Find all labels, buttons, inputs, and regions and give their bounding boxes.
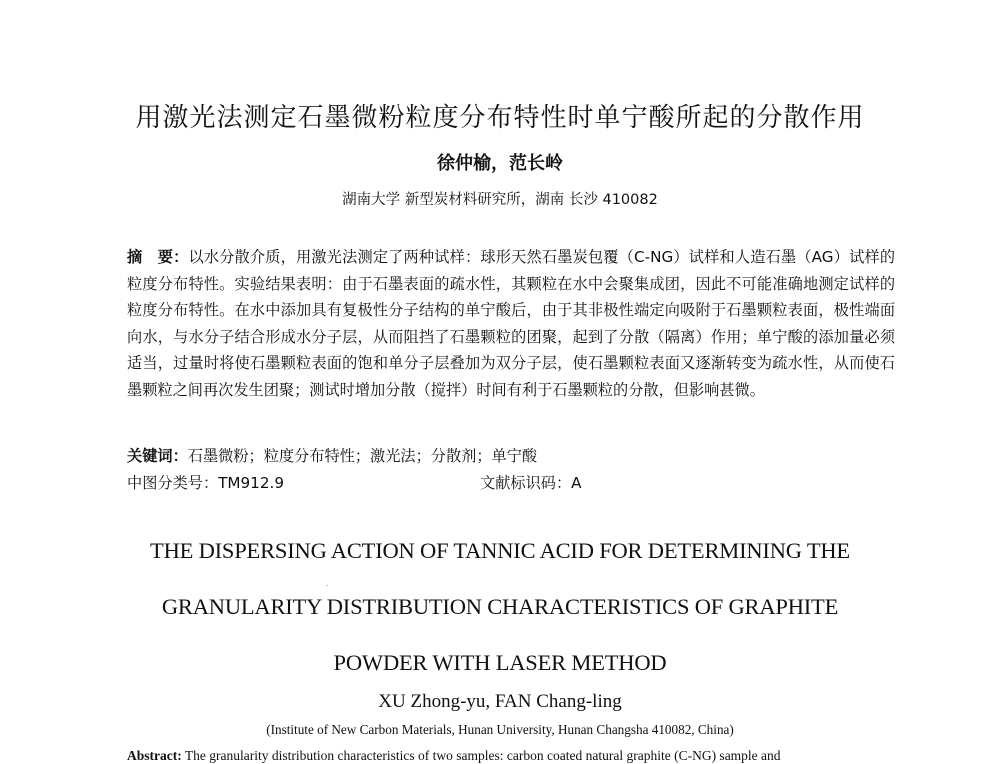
english-abstract xyxy=(127,748,897,764)
english-title-line-2: GRANULARITY DISTRIBUTION CHARACTERISTICS OF GRAPHITE xyxy=(161,594,839,619)
chinese-authors: 徐仲榆，范长岭 xyxy=(437,153,563,174)
scan-speck xyxy=(326,585,328,586)
chinese-abstract-label: 摘 要： xyxy=(127,248,189,266)
document-code-label: 文献标识码： xyxy=(480,474,572,492)
classification-value: TM912.9 xyxy=(218,474,284,492)
english-affiliation: (Institute of New Carbon Materials, Hunan University, Hunan Changsha 410082, China) xyxy=(266,722,734,737)
document-code xyxy=(480,472,582,493)
english-abstract-label: Abstract: xyxy=(127,748,182,763)
classification-number xyxy=(127,472,284,493)
english-title-line-3: POWDER WITH LASER METHOD xyxy=(333,650,667,675)
chinese-keywords xyxy=(127,445,537,466)
chinese-abstract xyxy=(127,244,895,403)
english-authors: XU Zhong-yu, FAN Chang-ling xyxy=(378,691,622,712)
document-code-value: A xyxy=(571,474,582,492)
english-title-line-1: THE DISPERSING ACTION OF TANNIC ACID FOR DETERMINING THE xyxy=(150,538,850,563)
chinese-title: 用激光法测定石墨微粉粒度分布特性时单宁酸所起的分散作用 xyxy=(135,103,865,133)
english-abstract-text: The granularity distribution characteristics of two samples: carbon coated natural graphite (C-NG) sample and xyxy=(181,748,781,763)
chinese-abstract-text: 以水分散介质，用激光法测定了两种试样：球形天然石墨炭包覆（C-NG）试样和人造石墨（AG）试样的粒度分布特性。实验结果表明：由于石墨表面的疏水性，其颗粒在水中会聚集成团，因此不可能准确地测定试样的粒度分布特性。在水中添加具有复极性分子结构的单宁酸后，由于其非极性端定向吸附于石墨颗粒表面，极性端面向水，与水分子结合形成水分子层，从而阻挡了石墨颗粒的团聚，起到了分散（隔离）作用；单宁酸的添加量必须适当，过量时将使石墨颗粒表面的饱和单分子层叠加为双分子层，使石墨颗粒表面又逐渐转变为疏水性，从而使石墨颗粒之间再次发生团聚；测试时增加分散（搅拌）时间有利于石墨颗粒的分散，但影响甚微。 xyxy=(127,248,896,399)
chinese-affiliation: 湖南大学 新型炭材料研究所，湖南 长沙 410082 xyxy=(342,192,658,208)
chinese-keywords-text: 石墨微粉；粒度分布特性；激光法；分散剂；单宁酸 xyxy=(187,447,538,465)
classification-label: 中图分类号： xyxy=(127,474,219,492)
chinese-keywords-label: 关键词： xyxy=(127,447,188,465)
